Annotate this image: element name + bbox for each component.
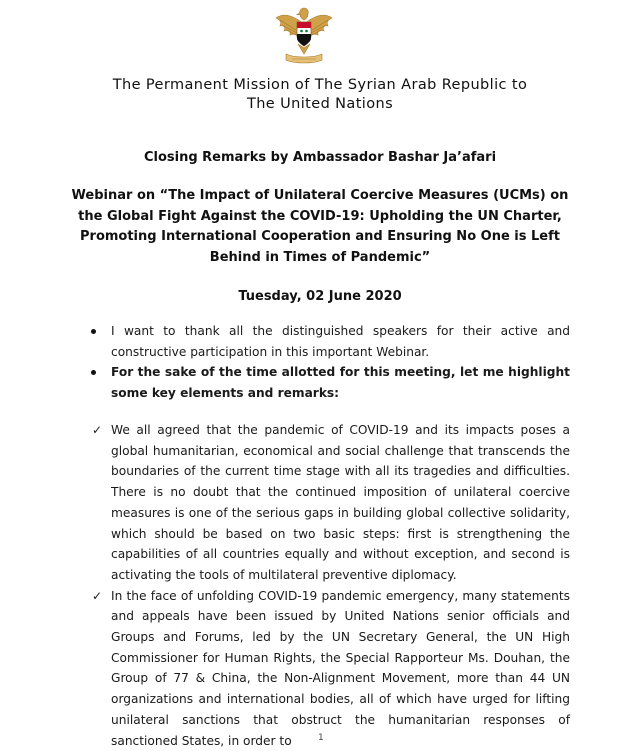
list-item [70,362,570,403]
checkmark-icon: ✓ [92,588,103,603]
checkmark-icon: ✓ [92,423,103,437]
closing-remarks-title: Closing Remarks by Ambassador Bashar Ja’afari [143,150,497,165]
coat-of-arms-emblem [272,4,336,66]
bullet-icon [91,370,96,375]
mission-line-1: The Permanent Mission of The Syrian Arab Republic to [112,77,528,93]
list-item [70,321,570,362]
list-item-text: In the face of unfolding COVID-19 pandemic emergency, many statements and appeals have been issued by United Nations senior officials and Groups and Forums, led by the UN Secretary General, the UN High Commissioner for Human Rights, the Special Rapporteur Ms. Douhan, the Group of 77 & China, the Non-Alignment Movement, more than 44 UN organizations and international bodies, all of which have urged for lifting unilateral sanctions that obstruct the humanitarian responses of sanctioned States, in order to [111,588,570,748]
event-date: Tuesday, 02 June 2020 [238,289,402,304]
list-item-text: For the sake of the time allotted for this meeting, let me highlight some key elements and remarks: [111,365,570,401]
bullet-icon [91,329,96,334]
mission-line-2: The United Nations [246,96,394,112]
mission-header [70,76,570,114]
list-item-text: I want to thank all the distinguished speakers for their active and constructive participation in this important Webinar. [111,324,570,359]
list-item [70,420,570,586]
bullet-list [70,321,570,404]
check-list [70,420,570,751]
webinar-title: Webinar on “The Impact of Unilateral Coercive Measures (UCMs) on the Global Fight Against the COVID-19: Upholding the UN Charter, Promoting International Cooperation and Ensuring No One is Left Behind in Times of Pandemic” [71,188,569,265]
list-item-text: We all agreed that the pandemic of COVID-19 and its impacts poses a global humanitarian, economical and social challenge that transcends the boundaries of the current time stage with all its tragedies and difficulties. There is no doubt that the continued imposition of unilateral coercive measures is one of the serious gaps in building global collective solidarity, which should be based on two basic steps: first is strengthening the capabilities of all countries equally and without exception, and second is activating the tools of multilateral preventive diplomacy. [111,423,570,582]
page-number: 1 [318,733,324,743]
list-item [70,586,570,751]
